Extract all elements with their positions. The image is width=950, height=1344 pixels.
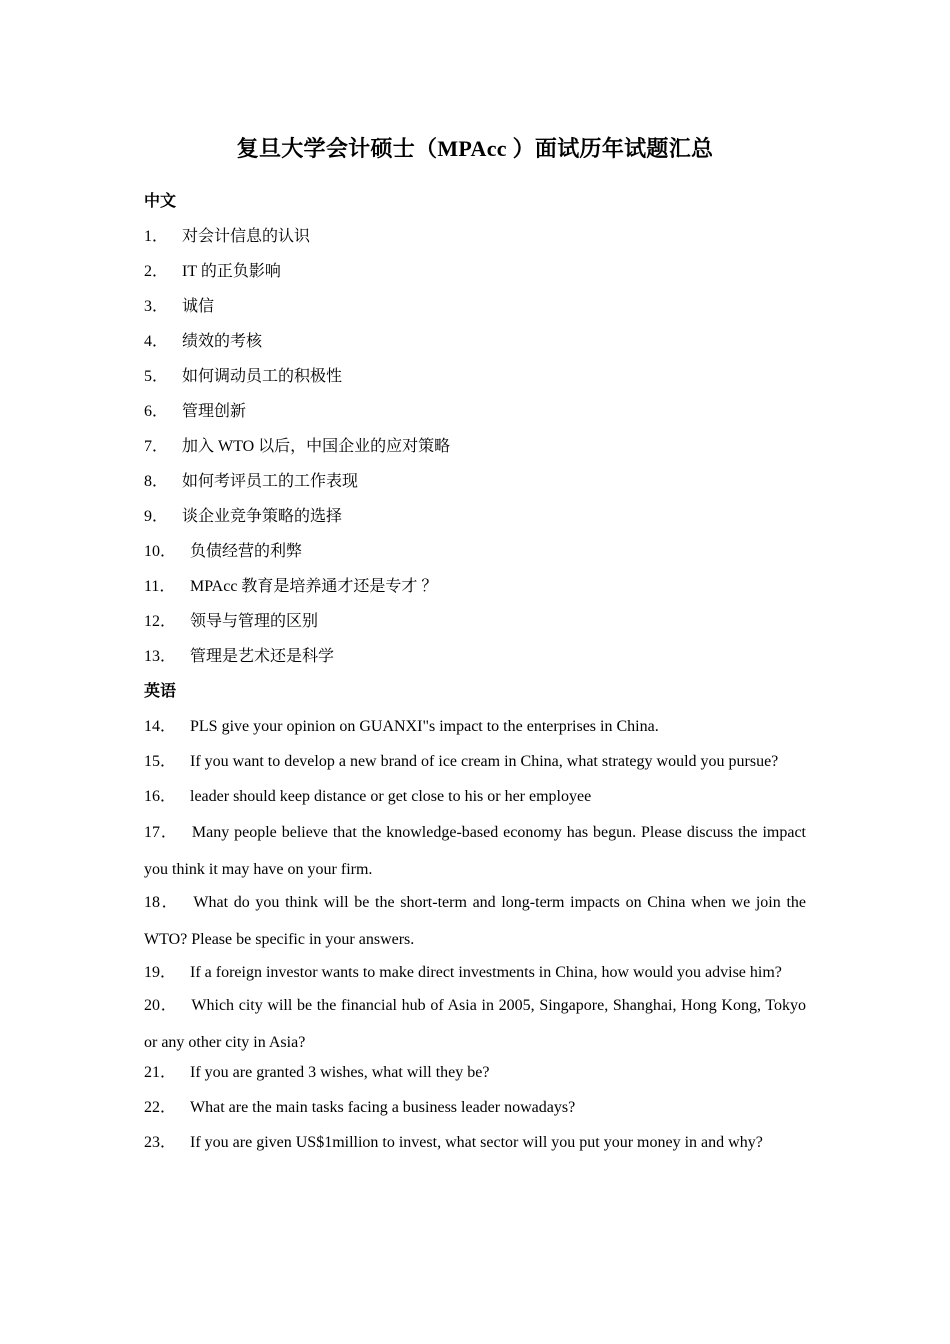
item-text: If you are granted 3 wishes, what will they be? [190, 1064, 490, 1081]
list-item [144, 293, 806, 328]
item-text: 管理创新 [182, 403, 247, 420]
item-text: 如何考评员工的工作表现 [182, 473, 359, 490]
item-number: 6． [144, 403, 169, 420]
item-number: 7． [144, 438, 169, 455]
document-body [144, 188, 806, 1164]
item-number: 16． [144, 788, 177, 805]
list-item [144, 398, 806, 433]
item-number: 14． [144, 718, 177, 735]
list-item [144, 538, 806, 573]
list-item [144, 814, 806, 888]
list-item [144, 884, 806, 958]
item-number: 15． [144, 753, 177, 770]
item-number: 2． [144, 263, 169, 280]
section-heading-chinese: 中文 [144, 193, 177, 210]
list-item [144, 643, 806, 678]
section-heading-english: 英语 [144, 683, 177, 700]
item-number: 4． [144, 333, 169, 350]
item-text: What are the main tasks facing a business leader nowadays? [190, 1099, 576, 1116]
document-title: 复旦大学会计硕士（MPAcc ）面试历年试题汇总 [236, 136, 714, 161]
item-text: Many people believe that the knowledge-based economy has begun. Please discuss the impact you think it may have on your firm. [144, 824, 806, 878]
list-item [144, 363, 806, 398]
item-text: 领导与管理的区别 [190, 613, 319, 630]
item-text: 管理是艺术还是科学 [190, 648, 335, 665]
list-item [144, 223, 806, 258]
item-number: 21． [144, 1064, 177, 1081]
item-number: 20． [144, 997, 178, 1014]
item-text: PLS give your opinion on GUANXI"s impact to the enterprises in China. [190, 718, 659, 735]
item-text: 诚信 [182, 298, 215, 315]
item-number: 23． [144, 1134, 177, 1151]
list-item [144, 503, 806, 538]
item-text: If you are given US$1million to invest, what sector will you put your money in and why? [190, 1134, 763, 1151]
list-item [144, 573, 806, 608]
item-number: 8． [144, 473, 169, 490]
item-number: 12． [144, 613, 177, 630]
item-number: 9． [144, 508, 169, 525]
list-item [144, 1129, 806, 1164]
item-number: 11． [144, 578, 176, 595]
item-text: 对会计信息的认识 [182, 228, 311, 245]
item-number: 1． [144, 228, 169, 245]
item-number: 5． [144, 368, 169, 385]
item-text: If a foreign investor wants to make direct investments in China, how would you advise him? [190, 964, 782, 981]
list-item [144, 1059, 806, 1094]
list-item [144, 748, 806, 783]
list-item [144, 433, 806, 468]
list-item [144, 328, 806, 363]
item-text: 加入 WTO 以后，中国企业的应对策略 [182, 438, 451, 455]
list-item [144, 783, 806, 818]
item-number: 22． [144, 1099, 177, 1116]
item-text: 绩效的考核 [182, 333, 263, 350]
item-number: 17． [144, 824, 178, 841]
item-number: 10． [144, 543, 177, 560]
item-text: If you want to develop a new brand of ice cream in China, what strategy would you pursue? [190, 753, 779, 770]
list-item [144, 987, 806, 1061]
item-text: MPAcc 教育是培养通才还是专才 ？ [190, 578, 438, 595]
item-text: 谈企业竞争策略的选择 [182, 508, 343, 525]
item-text: leader should keep distance or get close to his or her employee [190, 788, 592, 805]
list-item [144, 608, 806, 643]
list-item [144, 468, 806, 503]
item-text: Which city will be the financial hub of Asia in 2005, Singapore, Shanghai, Hong Kong, Tokyo or any other city in Asia? [144, 997, 806, 1051]
item-text: 如何调动员工的积极性 [182, 368, 343, 385]
item-number: 18． [144, 894, 180, 911]
item-text: 负债经营的利弊 [190, 543, 303, 560]
item-text: IT 的正负影响 [182, 263, 281, 280]
item-number: 19． [144, 964, 177, 981]
list-item [144, 713, 806, 748]
list-item [144, 258, 806, 293]
list-item [144, 1094, 806, 1129]
list-item [144, 954, 806, 991]
item-number: 13． [144, 648, 177, 665]
item-text: What do you think will be the short-term and long-term impacts on China when we join the WTO? Please be specific in your answers. [144, 894, 806, 948]
item-number: 3． [144, 298, 169, 315]
